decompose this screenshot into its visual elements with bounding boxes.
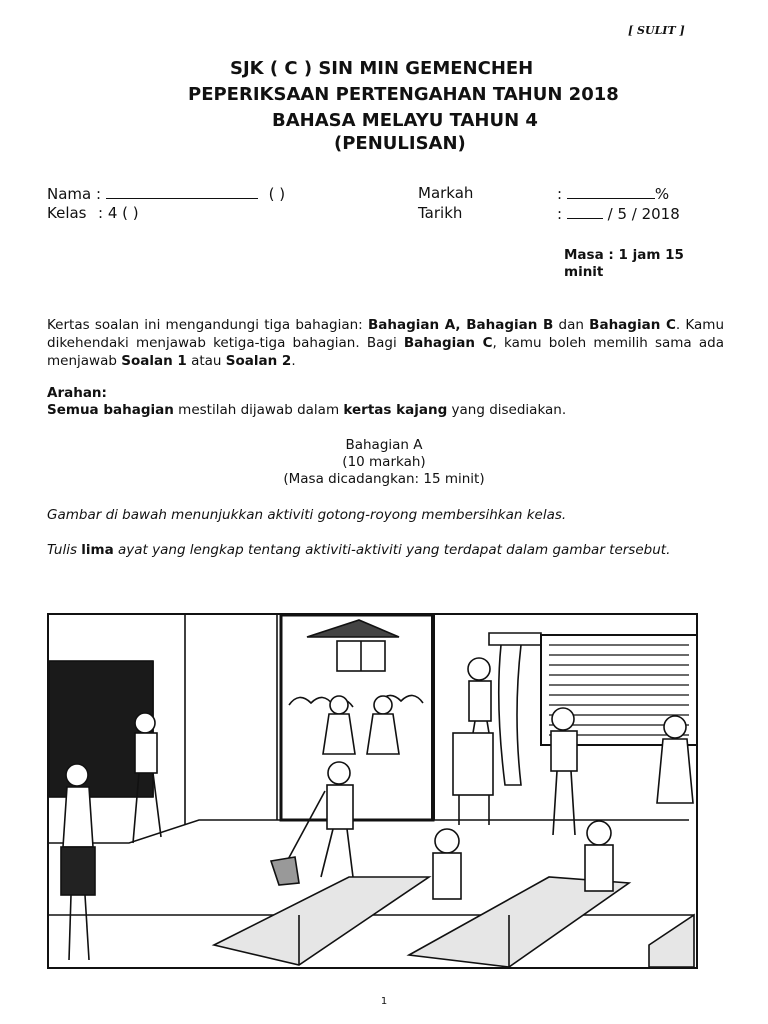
section-time: (Masa dicadangkan: 15 minit) [283, 471, 485, 487]
person [587, 821, 611, 845]
time-line-2: minit [564, 264, 604, 280]
intro-text: atau [186, 353, 226, 369]
classroom-cleanup-illustration [47, 613, 698, 969]
question-text: Tulis [47, 542, 82, 558]
instructions-bold: Semua bahagian [47, 402, 174, 418]
question-bold: lima [81, 542, 114, 558]
instructions-plain: mestilah dijawab dalam [173, 402, 344, 418]
person [468, 658, 490, 680]
intro-text: Kertas soalan ini mengandungi tiga bahagian: [47, 317, 368, 333]
date-label: Tarikh [418, 204, 463, 222]
person [374, 696, 392, 714]
instructions-heading: Arahan: [47, 385, 107, 401]
subject-title: BAHASA MELAYU TAHUN 4 [272, 110, 538, 131]
question-context: Gambar di bawah menunjukkan aktiviti gotong-royong membersihkan kelas. [47, 507, 567, 523]
intro-bold: Bahagian C [403, 335, 493, 351]
intro-text: . Kamu dikehendaki menjawab ketiga-tiga bahagian. Bagi [47, 317, 725, 351]
door [281, 615, 433, 820]
intro-text: dan [553, 317, 590, 333]
instructions-plain: yang disediakan. [447, 402, 567, 418]
question-text: ayat yang lengkap tentang aktiviti-aktiviti yang terdapat dalam gambar tersebut. [113, 542, 671, 558]
question-task [47, 541, 724, 559]
date-colon: : [557, 205, 563, 223]
intro-text: , kamu boleh memilih sama ada menjawab [47, 335, 725, 369]
percent-sign: % [654, 185, 670, 203]
date-rest: / 5 / 2018 [607, 205, 680, 223]
person [552, 708, 574, 730]
confidential-mark: [ SULIT ] [628, 24, 685, 37]
person [664, 716, 686, 738]
section-marks: (10 markah) [342, 454, 426, 470]
page-number: 1 [380, 996, 388, 1007]
paper-title: (PENULISAN) [334, 133, 466, 154]
person [135, 713, 155, 733]
intro-text: . [291, 353, 296, 369]
name-number: ( ) [268, 185, 286, 203]
classroom-drawing [49, 615, 696, 967]
marks-colon: : [557, 185, 563, 203]
intro-paragraph [47, 316, 724, 370]
instructions-text [47, 401, 724, 419]
date-field [557, 204, 680, 223]
class-value: : 4 ( ) [98, 204, 139, 222]
marks-field [557, 184, 669, 203]
instructions-bold: kertas kajang [343, 402, 448, 418]
intro-bold: Soalan 2 [225, 353, 292, 369]
intro-bold: Soalan 1 [121, 353, 187, 369]
name-field [47, 184, 285, 203]
section-title: Bahagian A [345, 437, 423, 453]
class-label: Kelas [47, 204, 87, 222]
name-blank[interactable] [106, 184, 258, 199]
school-name: SJK ( C ) SIN MIN GEMENCHEH [230, 58, 534, 79]
person [330, 696, 348, 714]
intro-bold: Bahagian A, Bahagian B [367, 317, 554, 333]
name-label: Nama : [47, 185, 102, 203]
marks-blank[interactable] [567, 184, 655, 199]
time-line-1: Masa : 1 jam 15 [564, 247, 684, 263]
desk [214, 877, 429, 965]
person [435, 829, 459, 853]
intro-bold: Bahagian C [589, 317, 676, 333]
person [328, 762, 350, 784]
date-day-blank[interactable] [567, 204, 603, 219]
marks-label: Markah [418, 184, 474, 202]
time-allowed [564, 247, 684, 281]
person [66, 764, 88, 786]
exam-title: PEPERIKSAAN PERTENGAHAN TAHUN 2018 [188, 84, 619, 105]
